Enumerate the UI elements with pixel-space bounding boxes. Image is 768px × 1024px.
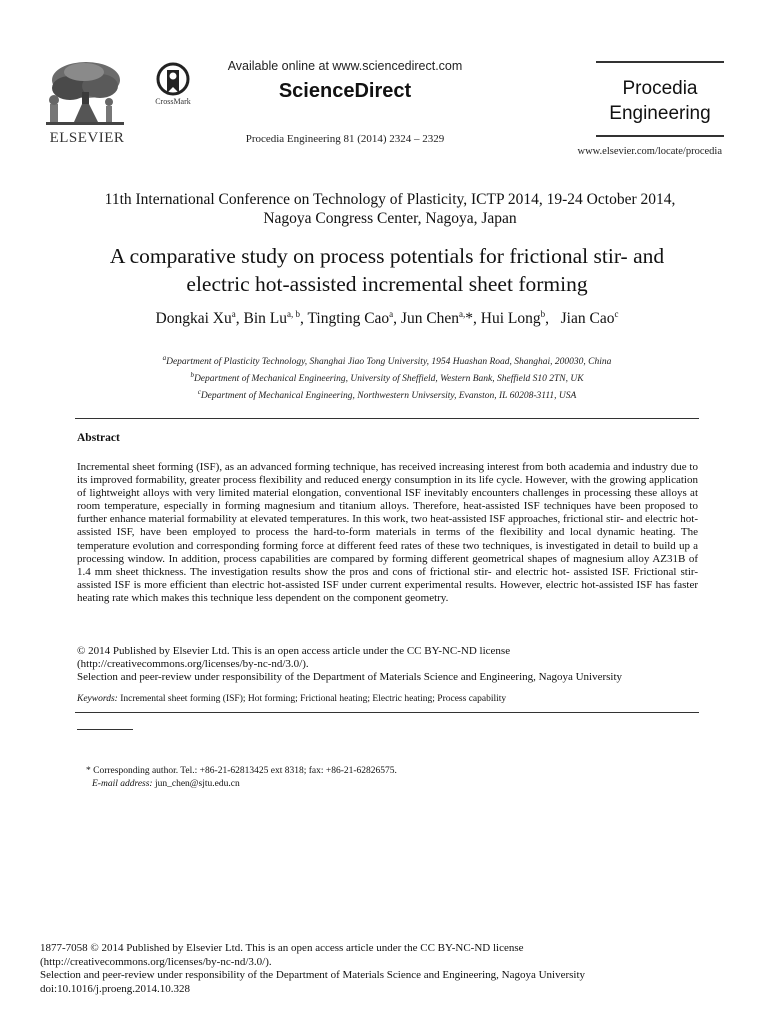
corresponding-author: * Corresponding author. Tel.: +86-21-62813425 ext 8318; fax: +86-21-62826575. [86,766,397,776]
license-statement [77,645,698,684]
author-separator: , [235,310,244,328]
journal-title-line1: Procedia [622,78,698,99]
affil-text: Department of Plasticity Technology, Shanghai Jiao Tong University, 1954 Huashan Road, Shanghai, 200030, China [166,357,612,368]
license-link[interactable]: (http://creativecommons.org/licenses/by-nc-nd/3.0/). [77,658,309,670]
paper-title-line2: electric hot-assisted incremental sheet forming [186,272,588,296]
page-footer [40,942,740,996]
author-separator: , [545,310,557,328]
conference-line1: 11th International Conference on Technology of Plasticity, ICTP 2014, 19-24 October 2014, [104,191,676,208]
journal-url-link[interactable]: www.elsevier.com/locate/procedia [577,146,722,157]
author-affil-mark: a, [459,309,466,319]
email-address[interactable]: jun_chen@sjtu.edu.cn [152,779,240,789]
affiliation-item [60,352,714,369]
footnote [86,765,706,791]
author-list [60,309,714,328]
affil-mark: a [162,354,167,362]
available-online-text[interactable]: Available online at www.sciencedirect.com [227,59,463,73]
affil-mark: b [190,371,194,380]
license-line3: Selection and peer-review under responsibility of the Department of Materials Science and Engineering, Nagoya University [77,671,623,683]
journal-citation: Procedia Engineering 81 (2014) 2324 – 2329 [245,133,445,145]
keywords-label: Keywords: [77,694,118,704]
abstract-body: Incremental sheet forming (ISF), as an advanced forming technique, has received increasing interest from both academia and industry due to its improved formability, greater process flexibility and reduced energy consumption in its life cycle. However, with the growing application of lightweight alloys with very limited material elongation, conventional ISF inevitably encounters challenges in processing these alloys at room temperature, especially in forming magnesium and titanium alloys. Therefore, heat-assisted ISF techniques have been proposed to further enhance material formability at elevated temperatures. In this work, two heat-assisted ISF approaches, frictional stir- and electric hot- assisted ISF, have been employed to process the hard-to-form materials in terms of the flexibility and local dynamic heating. The temperature evolution and corresponding forming force at different feed rates of these two techniques, is investigated in detail to build up a processing window. In addition, process capabilities are compared by forming different geometrical shapes of magnesium alloy AZ31B of 1.4 mm sheet thickness. The investigation results show the pros and cons of frictional stir- and electric hot- assisted ISF. Frictional stir-assisted ISF is more efficient than electric hot-assisted ISF under current experimental results. However, electric hot-assisted ISF has faster heating rate which makes this technique less dependent on the component geometry. [77,461,698,604]
journal-title [596,76,724,126]
paper-title [60,242,714,298]
affiliation-item [60,369,714,386]
sciencedirect-wordmark: ScienceDirect [278,80,412,102]
license-line1: © 2014 Published by Elsevier Ltd. This is an open access article under the CC BY-NC-ND license [77,645,511,657]
issn-copyright: 1877-7058 © 2014 Published by Elsevier Ltd. This is an open access article under the CC BY-NC-ND license [40,942,524,954]
conference-line2: Nagoya Congress Center, Nagoya, Japan [263,210,517,227]
keywords [77,693,698,705]
author-affil-mark: c [614,309,619,319]
email-label: E-mail address: [92,779,153,789]
doi[interactable]: doi:10.1016/j.proeng.2014.10.328 [40,982,191,995]
footer-license-link[interactable]: (http://creativecommons.org/licenses/by-nc-nd/3.0/). [40,955,272,968]
corresponding-mark: * [465,310,474,328]
bottom-divider [75,712,699,713]
author-separator: , [473,310,481,328]
top-divider [75,418,699,419]
affil-text: Department of Mechanical Engineering, University of Sheffield, Western Bank, Sheffield S10 2TN, UK [193,374,584,385]
journal-title-line2: Engineering [609,103,711,124]
conference-info [60,190,720,228]
author-affil-mark: b [540,309,546,319]
author-name: Bin Lu [243,310,287,328]
affil-mark: c [197,388,201,397]
paper-title-line1: A comparative study on process potentials for frictional stir- and [109,244,665,268]
author-separator: , [300,310,308,328]
author-affil-mark: a [389,309,394,319]
footnote-rule [77,729,133,730]
elsevier-wordmark: ELSEVIER [49,130,125,146]
footer-peer-review: Selection and peer-review under responsibility of the Department of Materials Science and Engineering, Nagoya University [40,969,586,981]
author-affil-mark: a [231,309,236,319]
author-name: Dongkai Xu [155,310,232,328]
author-name: Hui Long [480,310,541,328]
author-separator: , [393,310,401,328]
affiliation-list [60,352,714,403]
crossmark-label: CrossMark [155,97,191,106]
abstract-heading: Abstract [77,432,120,444]
affiliation-item [60,386,714,403]
author-name: Jian Cao [560,310,615,328]
author-name: Tingting Cao [307,310,390,328]
author-affil-mark: a, b [287,309,300,319]
email-line [86,778,706,791]
author-name: Jun Chen [400,310,460,328]
affil-text: Department of Mechanical Engineering, Northwestern Univsersity, Evanston, IL 60208-3111, USA [200,391,577,402]
keywords-list: Incremental sheet forming (ISF); Hot forming; Frictional heating; Electric heating; Process capability [117,694,507,704]
